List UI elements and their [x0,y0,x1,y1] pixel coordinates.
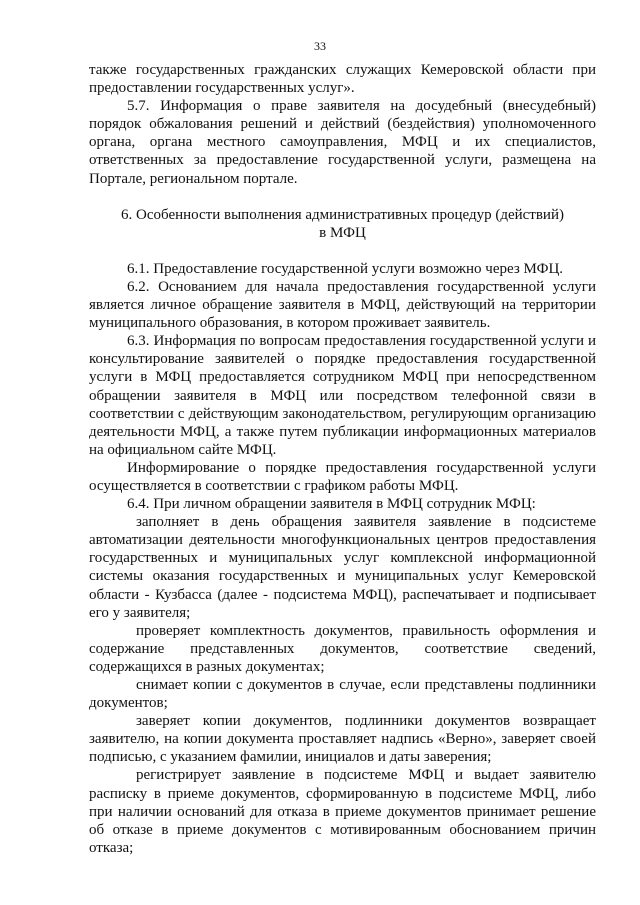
section-6-heading [89,206,596,242]
section-heading-line-1: 6. Особенности выполнения административных процедур (действий) [121,206,564,223]
list-item-checks-documents: проверяет комплектность документов, правильность оформления и содержание представленных документов, соответствие сведений, содержащихся в разных документах; [89,622,596,675]
list-item-fills-application: заполняет в день обращения заявителя заявление в подсистеме автоматизации деятельности многофункциональных центров предоставления государственных и муниципальных услуг комплексной информационной системы оказания государственных и муниципальных услуг Кемеровской области - Кузбасса (далее - подсистема МФЦ), распечатывает и подписывает его у заявителя; [89,514,596,621]
paragraph-informing: Информирование о порядке предоставления государственной услуги осуществляется в соответствии с графиком работы МФЦ. [89,459,596,494]
list-item-registers-application: регистрирует заявление в подсистеме МФЦ и выдает заявителю расписку в приеме документов, сформированную в подсистеме МФЦ, либо при наличии оснований для отказа в приеме документов принимает решение об отказе в приеме документов с мотивированным обоснованием причин отказа; [89,767,596,856]
list-item-certifies-copies: заверяет копии документов, подлинники документов возвращает заявителю, на копии документа проставляет надпись «Верно», заверяет своей подписью, с указанием фамилии, инициалов и даты заверения; [89,713,596,766]
page-number: 33 [314,39,326,53]
paragraph-6-2: 6.2. Основанием для начала предоставления государственной услуги является личное обращение заявителя в МФЦ, действующий на территории муниципального образования, в котором проживает заявитель. [89,278,596,332]
paragraph-6-4: 6.4. При личном обращении заявителя в МФЦ сотрудник МФЦ: [127,496,536,513]
document-body [89,61,596,857]
section-heading-line-2: в МФЦ [319,224,366,241]
list-item-makes-copies: снимает копии с документов в случае, если представлены подлинники документов; [89,677,596,712]
paragraph-6-1: 6.1. Предоставление государственной услуги возможно через МФЦ. [127,260,564,277]
paragraph-6-3: 6.3. Информация по вопросам предоставления государственной услуги и консультирование заявителей о порядке предоставления государственной услуги в МФЦ предоставляется сотрудником МФЦ при непосредственном обращении заявителя в МФЦ или посредством телефонной связи в соответствии с действующим законодательством, регулирующим организацию деятельности МФЦ, а также путем публикации информационных материалов на официальном сайте МФЦ. [89,333,596,458]
paragraph-5-7: 5.7. Информация о праве заявителя на досудебный (внесудебный) порядок обжалования решений и действий (бездействия) уполномоченного органа, органа местного самоуправления, МФЦ и их специалистов, ответственных за предоставление государственной услуги, размещена на Портале, региональном портале. [89,98,596,187]
paragraph-continuation: также государственных гражданских служащих Кемеровской области при предоставлении государственных услуг». [89,62,596,97]
